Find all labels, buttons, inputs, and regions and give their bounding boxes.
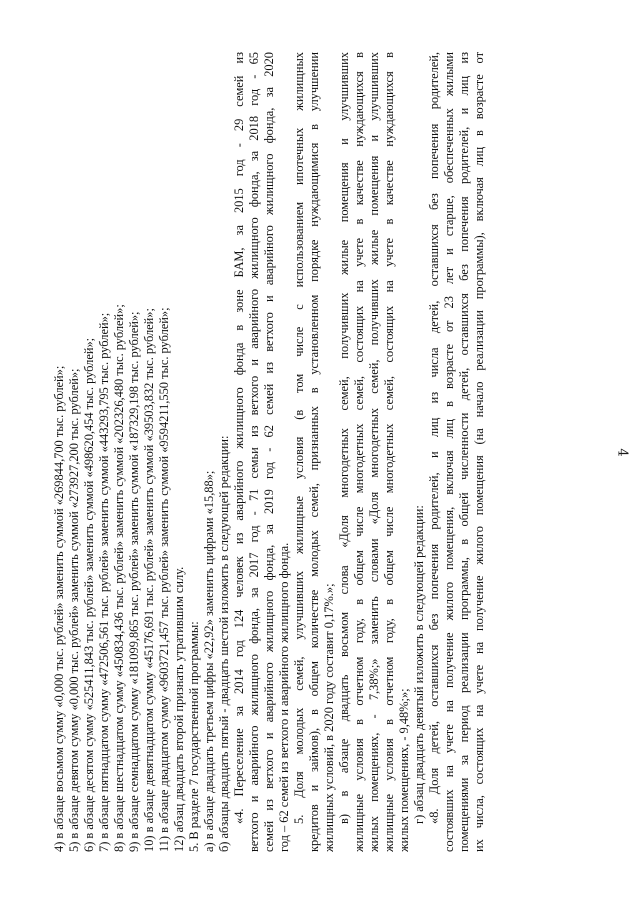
document-line: 12) абзац двадцать второй признать утратившим силу. [172,566,186,852]
document-line: их числа, состоящих на учете на получение жилого помещения (на начало реализации программы), включая лиц в возрасте от [472,52,486,852]
document-line: год – 62 семей из ветхого и аварийного жилищного фонда. [277,542,291,852]
document-line: состоявших на учете на получение жилого помещения, включая лиц в возрасте от 23 лет и старше, обеспеченных жилыми [442,52,456,852]
document-line: жилых помещениях, - 7,38%;» заменить словами «Доля многодетных семей, получивших жилые помещения и улучшивших [367,52,381,852]
document-line: кредитов и займов), в общем количестве молодых семей, признанных в установленном порядке нуждающимися в улучшении [307,52,321,852]
document-line: помещениями за период реализации программы, в общей численности детей, оставшихся без попечения родителей, и лиц из [457,52,471,852]
document-line: 5. Доля молодых семей, улучшивших жилищные условия (в том числе с использованием ипотечных жилищных [292,52,306,824]
document-line: г) абзац двадцать девятый изложить в следующей редакции: [412,505,426,824]
document-line: «4. Переселение за 2014 год 124 человек из аварийного жилищного фонда в зоне БАМ, за 2015 год - 29 семей из [232,52,246,824]
document-line: 11) в абзаце двадцатом сумму «9603721,457 тыс. рублей» заменить суммой «9594211,550 тыс. рублей»; [157,307,171,852]
document-line: 9) в абзаце семнадцатом сумму «181099,865 тыс. рублей» заменить суммой «187329,198 тыс. рублей»; [127,311,141,852]
document-body [52,52,592,852]
document-line: жилищные условия в отчетном году, в общем числе многодетных семей, состоящих на учете в качестве нуждающихся в [352,52,366,852]
document-line: а) в абзаце двадцать третьем цифры «22,92» заменить цифрами «15,88»; [202,470,216,852]
document-line: 7) в абзаце пятнадцатом сумму «472506,561 тыс. рублей» заменить суммой «443293,795 тыс. рублей»; [97,312,111,852]
document-line: «8. Доля детей, оставшихся без попечения родителей, и лиц из числа детей, оставшихся без попечения родителей, [427,52,441,824]
document-line: в) в абзаце двадцать восьмом слова «Доля многодетных семей, получивших жилые помещения и улучшивших [337,52,351,824]
document-line: жилищные условия в отчетном году, в общем числе многодетных семей, состоящих на учете в качестве нуждающихся в [382,52,396,852]
document-line: б) абзацы двадцать пятый - двадцать шестой изложить в следующей редакции: [217,435,231,852]
document-line: 8) в абзаце шестнадцатом сумму «450834,436 тыс. рублей» заменить суммой «202326,480 тыс. рублей»; [112,304,126,852]
document-line: 4) в абзаце восьмом сумму «0,000 тыс. рублей» заменить суммой «269844,700 тыс. рублей»; [52,365,66,852]
document-line: жилищных условий, в 2020 году составит 0,17%.»; [322,583,336,852]
document-line: 5. В разделе 7 государственной программы: [187,621,201,852]
page-number: 4 [614,448,630,457]
document-line: 5) в абзаце девятом сумму «0,000 тыс. рублей» заменить суммой «273927,200 тыс. рублей»; [67,368,81,852]
document-line: семей из ветхого и аварийного жилищного фонда, за 2019 год - 62 семей из ветхого и аварийного жилищного фонда, за 2020 [262,52,276,852]
document-line: жилых помещениях, - 9,48%;»; [397,688,411,852]
document-line: ветхого и аварийного жилищного фонда, за 2017 год - 71 семьи из ветхого и аварийного жилищного фонда, за 2018 год - 65 [247,52,261,852]
document-line: 10) в абзаце девятнадцатом сумму «45176,691 тыс. рублей» заменить суммой «39503,832 тыс. рублей»; [142,308,156,852]
document-line: 6) в абзаце десятом сумму «525411,843 тыс. рублей» заменить суммой «498620,454 тыс. рублей»; [82,337,96,852]
